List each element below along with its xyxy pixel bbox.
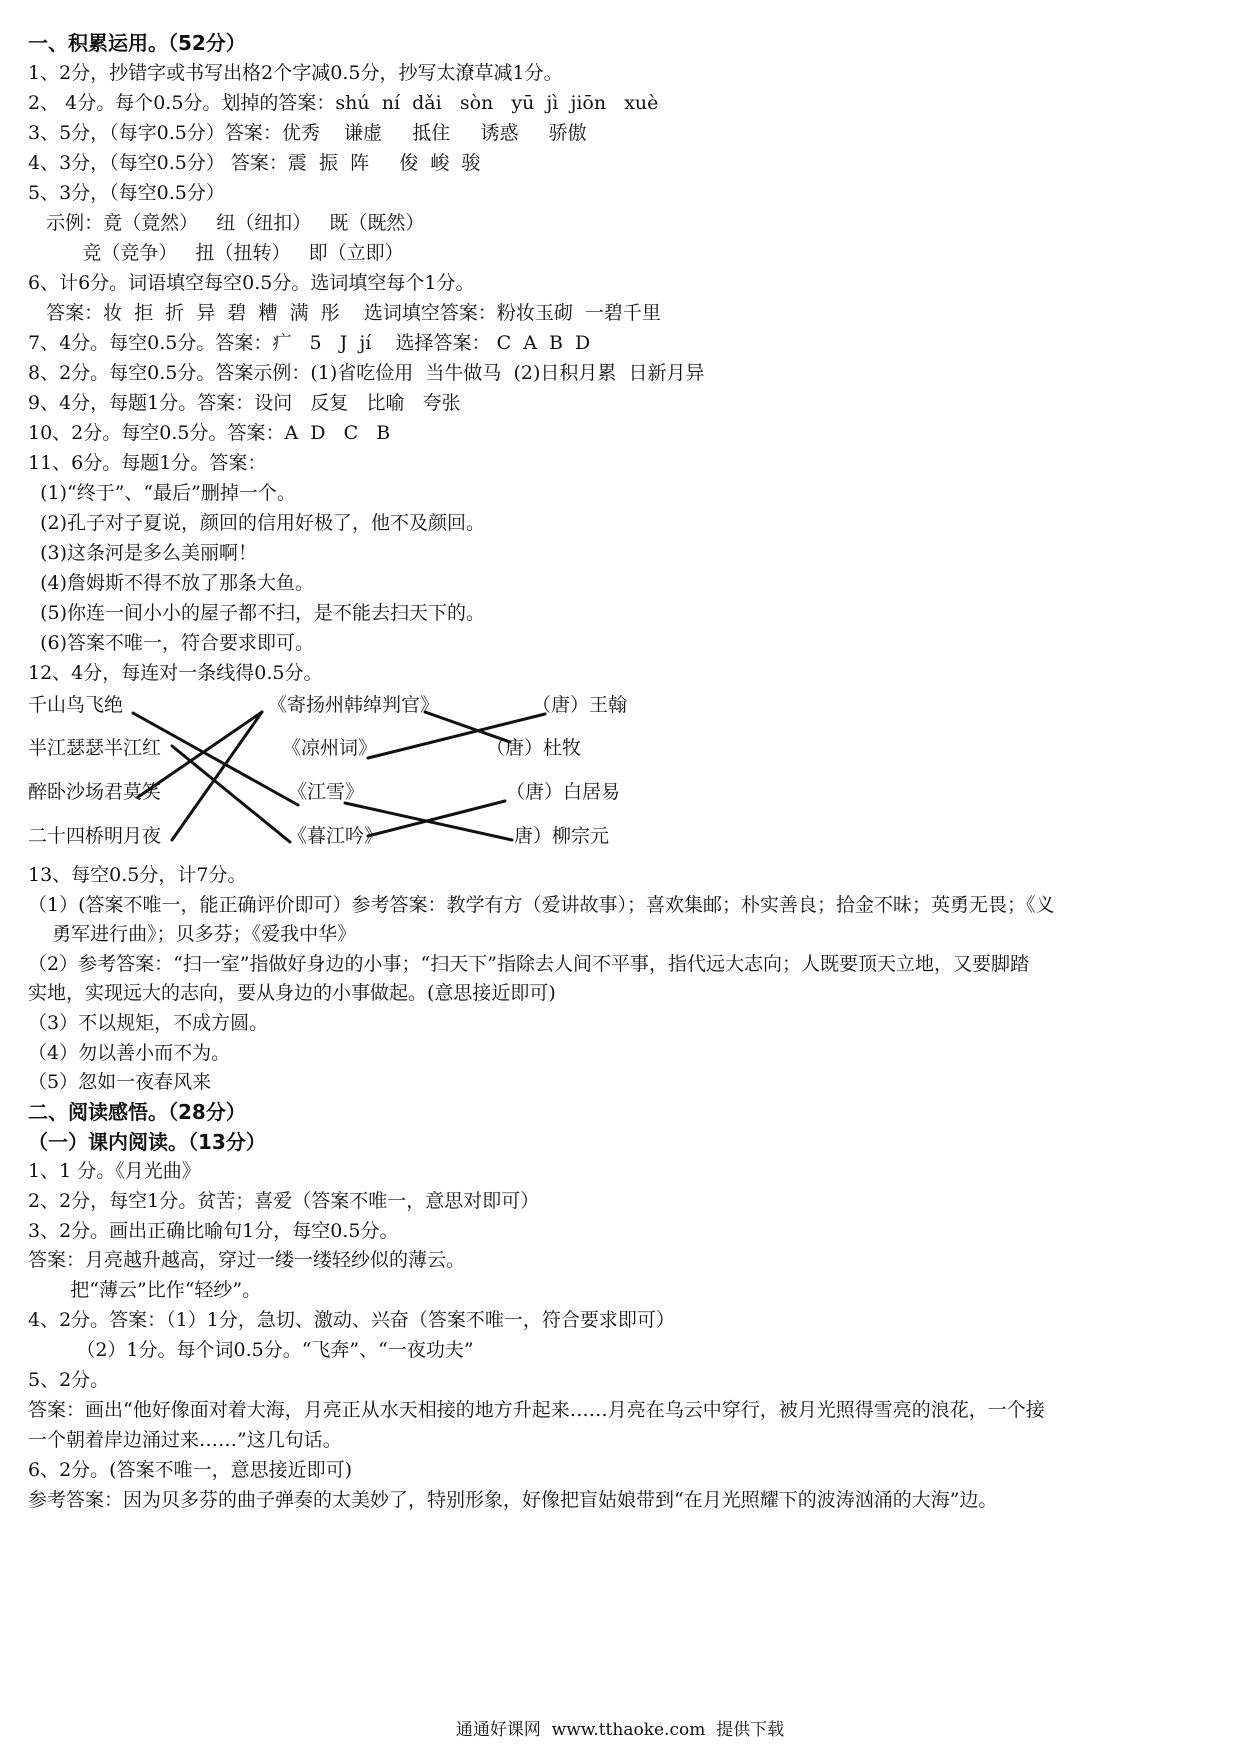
answer-line: 6、计6分。词语填空每空0.5分。选词填空每个1分。 (28, 272, 475, 294)
answer-line: 4、3分，（每空0.5分） 答案：震 振 阵 俊 峻 骏 (28, 152, 481, 174)
answer-line: 勇军进行曲》；贝多芬；《爱我中华》 (28, 923, 357, 945)
poem-title: 《凉州词》 (282, 737, 378, 759)
answer-line: (4)詹姆斯不得不放了那条大鱼。 (28, 572, 314, 594)
answer-line: （1）(答案不唯一，能正确评价即可）参考答案：教学有方（爱讲故事）；喜欢集邮；朴实善良；拾金不昧；英勇无畏；《义 (28, 894, 1055, 916)
poem-title: 《寄扬州韩绰判官》 (268, 694, 440, 716)
poem-line: 半江瑟瑟半江红 (28, 737, 162, 759)
answer-line: 把“薄云”比作“轻纱”。 (28, 1279, 262, 1301)
answer-line: 1、1 分。《月光曲》 (28, 1160, 201, 1182)
answer-line: 一个朝着岸边涌过来……”这几句话。 (28, 1429, 342, 1451)
poem-line: 千山鸟飞绝 (28, 694, 124, 716)
answer-line: 示例：竟（竟然） 纽（纽扣） 既（既然） (28, 212, 425, 234)
answer-line: 7、4分。每空0.5分。答案：疒 5 J jí 选择答案： C A B D (28, 332, 591, 354)
poem-author: 唐）柳宗元 (514, 825, 610, 847)
section-2-subtitle: （一）课内阅读。（13分） (28, 1130, 266, 1154)
answer-line: 6、2分。(答案不唯一，意思接近即可) (28, 1459, 353, 1481)
answer-line: 9、4分，每题1分。答案：设问 反复 比喻 夸张 (28, 392, 461, 414)
answer-line: 2、2分，每空1分。贫苦；喜爱（答案不唯一，意思对即可） (28, 1190, 540, 1212)
answer-line: 答案：画出“他好像面对着大海，月亮正从水天相接的地方升起来……月亮在乌云中穿行，被月光照得雪亮的浪花，一个接 (28, 1399, 1045, 1421)
page-footer: 通通好课网 www.tthaoke.com 提供下载 (455, 1720, 785, 1740)
poem-author: （唐）杜牧 (486, 737, 582, 759)
section-1-title: 一、积累运用。（52分） (28, 31, 246, 55)
answer-line: (6)答案不唯一，符合要求即可。 (28, 632, 314, 654)
poem-author: （唐）王翰 (532, 694, 628, 716)
answer-line: 参考答案：因为贝多芬的曲子弹奏的太美妙了，特别形象，好像把盲姑娘带到“在月光照耀下的波涛汹涌的大海”边。 (28, 1489, 998, 1511)
answer-line: 3、5分，（每字0.5分）答案：优秀 谦虚 抵住 诱惑 骄傲 (28, 122, 587, 144)
answer-line: 答案：妆 拒 折 异 碧 糟 满 彤 选词填空答案：粉妆玉砌 一碧千里 (28, 302, 661, 324)
answer-line: 5、3分，（每空0.5分） (28, 182, 225, 204)
answer-line: 4、2分。答案：（1）1分，急切、激动、兴奋（答案不唯一，符合要求即可） (28, 1309, 675, 1331)
poem-line: 醉卧沙场君莫笑 (28, 781, 162, 803)
answer-line: 1、2分，抄错字或书写出格2个字减0.5分，抄写太潦草减1分。 (28, 62, 563, 84)
answer-line: 12、4分，每连对一条线得0.5分。 (28, 662, 323, 684)
answer-line: （2）1分。每个词0.5分。“飞奔”、“一夜功夫” (28, 1339, 474, 1361)
answer-line: 13、每空0.5分，计7分。 (28, 864, 247, 886)
answer-line: 答案：月亮越升越高，穿过一缕一缕轻纱似的薄云。 (28, 1249, 466, 1271)
poem-title: 《江雪》 (288, 781, 365, 803)
poem-title: 《暮江吟》 (288, 825, 384, 847)
answer-line: (3)这条河是多么美丽啊！ (28, 542, 257, 564)
answer-line: (5)你连一间小小的屋子都不扫，是不能去扫天下的。 (28, 602, 485, 624)
answer-line: (2)孔子对子夏说，颜回的信用好极了，他不及颜回。 (28, 512, 485, 534)
answer-line: 3、2分。画出正确比喻句1分，每空0.5分。 (28, 1220, 399, 1242)
poem-author: （唐）白居易 (506, 781, 621, 803)
poem-line: 二十四桥明月夜 (28, 825, 162, 847)
answer-line: （3）不以规矩，不成方圆。 (28, 1012, 269, 1034)
answer-line: 竞（竞争） 扭（扭转） 即（立即） (28, 242, 404, 264)
match-line (172, 712, 262, 840)
answer-line: （5）忽如一夜春风来 (28, 1071, 212, 1093)
answer-line: 11、6分。每题1分。答案： (28, 452, 267, 474)
answer-line: 8、2分。每空0.5分。答案示例：(1)省吃俭用 当牛做马 (2)日积月累 日新月异 (28, 362, 705, 384)
answer-line: 实地，实现远大的志向，要从身边的小事做起。(意思接近即可) (28, 982, 556, 1004)
answer-line: （2）参考答案：“扫一室”指做好身边的小事；“扫天下”指除去人间不平事，指代远大志向；人既要顶天立地，又要脚踏 (28, 953, 1029, 975)
section-2-title: 二、阅读感悟。（28分） (28, 1100, 246, 1124)
answer-line: 5、2分。 (28, 1369, 110, 1391)
answer-line: （4）勿以善小而不为。 (28, 1042, 231, 1064)
match-line (368, 801, 505, 836)
answer-line: (1)“终于”、“最后”删掉一个。 (28, 482, 296, 504)
match-line (172, 746, 290, 842)
answer-line: 2、 4分。每个0.5分。划掉的答案：shú ní dǎi sòn yū jì jiōn xuè (28, 92, 659, 114)
answer-line: 10、2分。每空0.5分。答案：A D C B (28, 422, 391, 444)
